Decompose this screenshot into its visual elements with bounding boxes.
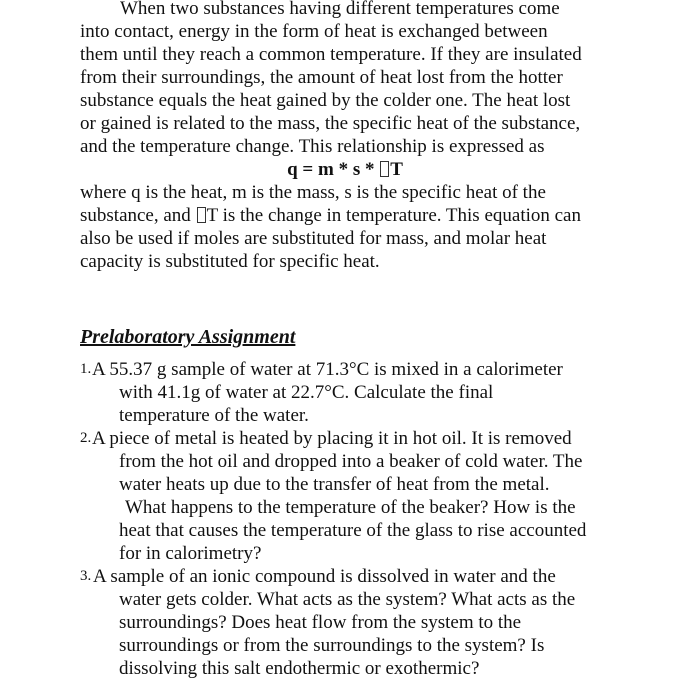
explanation-text: T is the change in temperature. This equation can: [206, 205, 581, 226]
question-line: What happens to the temperature of the beaker? How is the: [125, 497, 576, 518]
question-line: A piece of metal is heated by placing it in hot oil. It is removed: [92, 428, 572, 449]
question-number: 3.: [80, 568, 92, 584]
question-line: dissolving this salt endothermic or exothermic?: [119, 658, 480, 679]
heat-equation: [80, 158, 640, 181]
question-line: from the hot oil and dropped into a beaker of cold water. The: [119, 451, 583, 472]
question-number: 1.: [80, 361, 92, 377]
explanation-line: where q is the heat, m is the mass, s is the specific heat of the: [80, 182, 546, 203]
equation-right: T: [390, 159, 403, 180]
question-line: surroundings or from the surroundings to the system? Is: [119, 635, 545, 656]
question-line: water heats up due to the transfer of heat from the metal.: [119, 474, 550, 495]
explanation-line: capacity is substituted for specific heat.: [80, 251, 380, 272]
question-item-2: [80, 427, 660, 565]
question-item-1: [80, 358, 660, 427]
section-heading: Prelaboratory Assignment: [80, 326, 296, 348]
question-list: [80, 358, 660, 680]
question-line: surroundings? Does heat flow from the system to the: [119, 612, 522, 633]
intro-line: and the temperature change. This relationship is expressed as: [80, 136, 545, 157]
intro-line: from their surroundings, the amount of heat lost from the hotter: [80, 67, 563, 88]
intro-paragraph: [80, 0, 640, 158]
question-line: for in calorimetry?: [119, 543, 262, 564]
question-line: water gets colder. What acts as the system? What acts as the: [119, 589, 576, 610]
question-line: with 41.1g of water at 22.7°C. Calculate the final: [119, 382, 494, 403]
delta-placeholder-icon: [197, 207, 206, 223]
explanation-line: also be used if moles are substituted for mass, and molar heat: [80, 228, 547, 249]
intro-line: When two substances having different temperatures come: [120, 0, 560, 19]
question-line: A 55.37 g sample of water at 71.3°C is mixed in a calorimeter: [92, 359, 563, 380]
intro-line: them until they reach a common temperature. If they are insulated: [80, 44, 582, 65]
question-item-3: [80, 565, 660, 680]
intro-line: or gained is related to the mass, the specific heat of the substance,: [80, 113, 581, 134]
question-number: 2.: [80, 430, 92, 446]
document-page: [80, 0, 640, 679]
explanation-text: substance, and: [80, 205, 196, 226]
explanation-line: [80, 204, 640, 227]
question-line: A sample of an ionic compound is dissolved in water and the: [93, 566, 556, 587]
intro-line: into contact, energy in the form of heat is exchanged between: [80, 21, 548, 42]
delta-placeholder-icon: [380, 161, 389, 177]
intro-line: substance equals the heat gained by the colder one. The heat lost: [80, 90, 571, 111]
equation-left: q = m * s *: [287, 159, 380, 180]
equation-explanation: [80, 181, 640, 273]
question-line: temperature of the water.: [119, 405, 309, 426]
question-line: heat that causes the temperature of the glass to rise accounted: [119, 520, 587, 541]
